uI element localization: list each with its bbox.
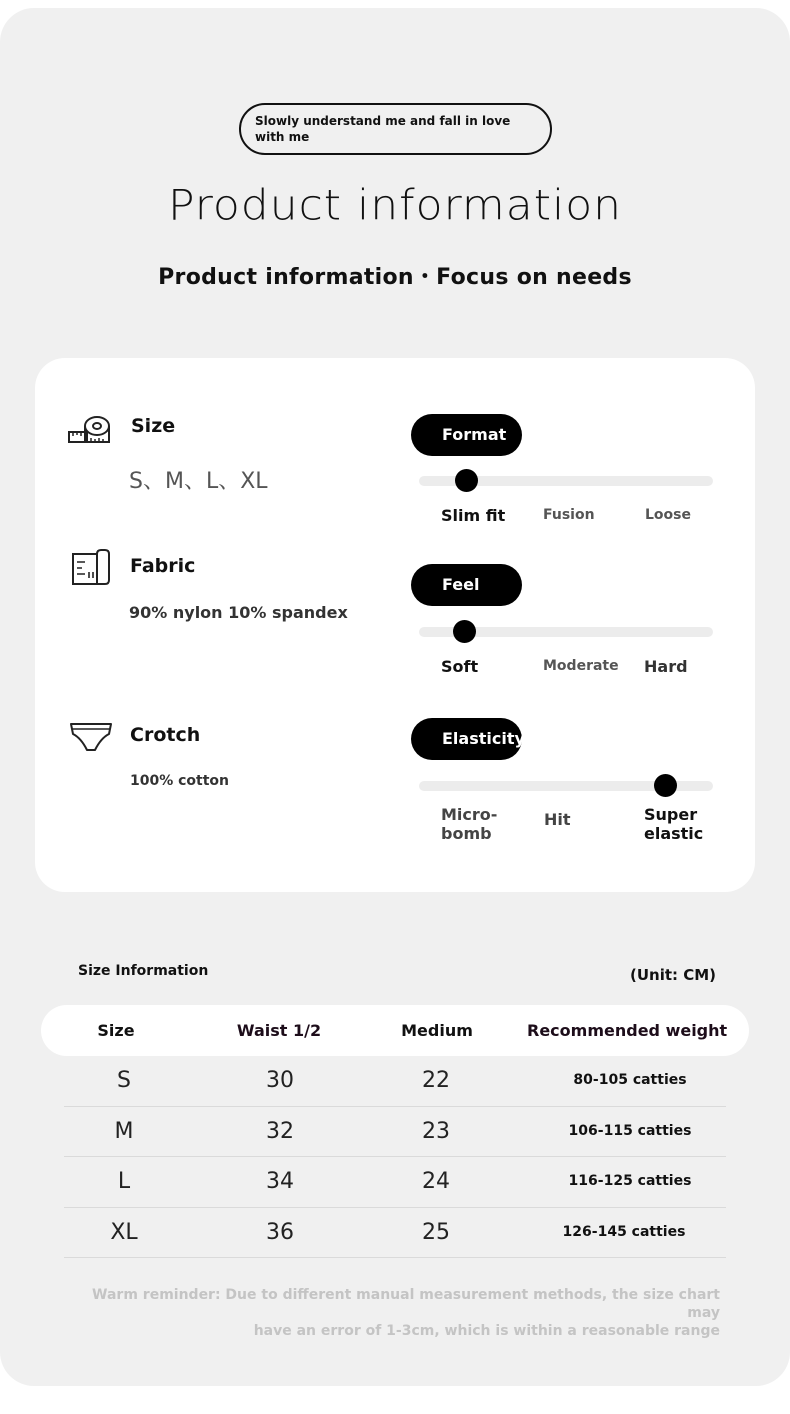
elasticity-scale-label-right: Super elastic (644, 805, 704, 843)
cell-size: L (117, 1169, 131, 1194)
feel-scale-label-middle: Moderate (543, 658, 619, 674)
elasticity-scale-label-middle: Hit (544, 810, 571, 829)
feel-pill: Feel (411, 564, 522, 606)
header-medium: Medium (401, 1021, 473, 1040)
cell-medium: 22 (422, 1068, 450, 1093)
header-size: Size (97, 1021, 135, 1040)
cell-size: S (117, 1068, 131, 1093)
fabric-attribute-value: 90% nylon 10% spandex (129, 603, 348, 622)
page-title: Product information (168, 181, 622, 230)
cell-recommended-weight: 80-105 catties (573, 1072, 687, 1088)
format-slider-track (419, 476, 713, 486)
crotch-attribute-label: Crotch (130, 724, 201, 746)
cell-recommended-weight: 126-145 catties (562, 1223, 686, 1240)
feel-scale-label-right: Hard (644, 657, 688, 676)
cell-waist: 32 (266, 1118, 294, 1144)
warm-reminder-line2: have an error of 1-3cm, which is within a reasonable range (253, 1323, 720, 1339)
size-attribute-value: S、M、L、XL (129, 469, 268, 494)
format-scale-label-left: Slim fit (441, 506, 506, 525)
feel-scale-label-left: Soft (441, 657, 479, 676)
crotch-attribute-value: 100% cotton (130, 773, 230, 789)
unit-label: (Unit: CM) (630, 966, 717, 984)
fabric-attribute-label: Fabric (130, 555, 196, 577)
warm-reminder-line1: Warm reminder: Due to different manual measurement methods, the size chart may (92, 1287, 720, 1321)
cell-waist: 36 (266, 1219, 294, 1245)
tape-measure-icon (67, 412, 113, 452)
cell-medium: 23 (422, 1118, 450, 1144)
product-info-card (35, 358, 755, 892)
underwear-icon (68, 718, 114, 758)
elasticity-slider-knob (654, 774, 677, 797)
cell-medium: 24 (422, 1169, 450, 1194)
feel-slider-knob (453, 620, 476, 643)
cell-waist: 34 (266, 1169, 294, 1194)
elasticity-pill: Elasticity (411, 718, 522, 760)
cell-size: M (114, 1118, 134, 1144)
size-attribute-label: Size (131, 415, 176, 437)
cell-size: XL (110, 1219, 138, 1245)
elasticity-scale-label-left: Micro-bomb (441, 805, 498, 843)
feel-slider-track (419, 627, 713, 637)
size-table-body (64, 1056, 726, 1258)
cell-waist: 30 (266, 1068, 294, 1093)
table-row (64, 1157, 726, 1208)
cell-medium: 25 (422, 1219, 450, 1245)
page-subtitle: Product information・Focus on needs (158, 265, 632, 290)
format-scale-label-middle: Fusion (543, 507, 595, 523)
table-row (64, 1056, 726, 1107)
elasticity-slider-track (419, 781, 713, 791)
table-row (64, 1107, 726, 1158)
fabric-roll-icon (69, 548, 115, 588)
tagline-badge: Slowly understand me and fall in love with me (239, 103, 552, 155)
format-slider-knob (455, 469, 478, 492)
format-pill: Format (411, 414, 522, 456)
warm-reminder (90, 1286, 720, 1340)
cell-recommended-weight: 106-115 catties (568, 1122, 692, 1139)
table-row (64, 1208, 726, 1259)
cell-recommended-weight: 116-125 catties (568, 1173, 692, 1189)
size-table-header (41, 1005, 749, 1056)
header-recommended-weight: Recommended weight (527, 1021, 728, 1040)
header-waist: Waist 1/2 (236, 1021, 322, 1040)
format-scale-label-right: Loose (645, 507, 691, 523)
size-information-title: Size Information (78, 963, 209, 979)
